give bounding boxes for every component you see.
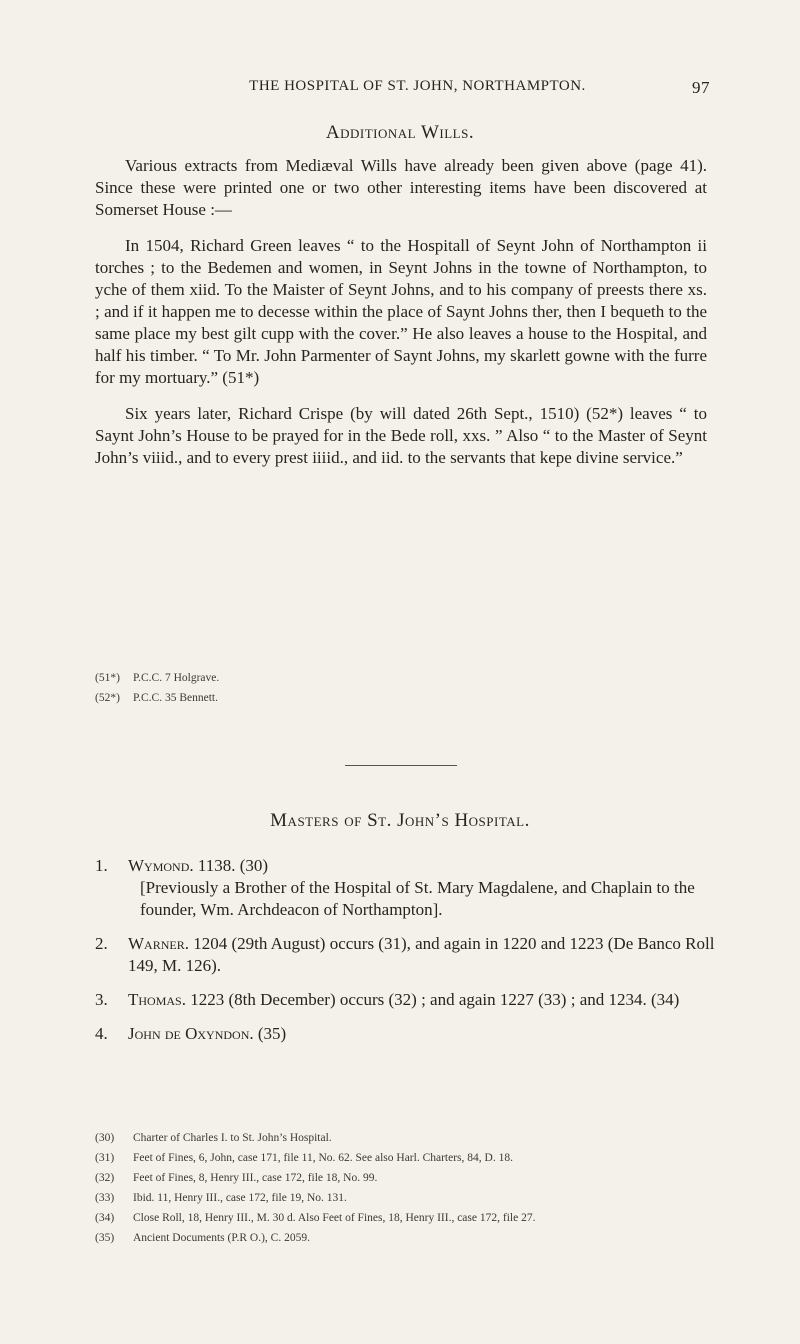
footnote-mark: (32) (95, 1172, 115, 1184)
paragraph: Six years later, Richard Crispe (by will dated 26th Sept., 1510) (52*) leaves “ to Saynt John’s House to be prayed for in the Bede roll, xxs. ” Also “ to the Master of Seynt John’s viiid., and to every prest iiiid., and iid. to the servants that kepe divine service.” (95, 404, 707, 467)
running-title: THE HOSPITAL OF ST. JOHN, NORTHAMPTON. (249, 78, 586, 94)
footnote (95, 1128, 715, 1148)
list-number: 1. (95, 856, 108, 875)
master-note: [Previously a Brother of the Hospital of St. Mary Magdalene, and Chaplain to the founder, Wm. Archdeacon of Northampton]. (140, 878, 695, 919)
footnote-text: P.C.C. 35 Bennett. (133, 692, 218, 704)
list-number: 3. (95, 990, 108, 1009)
footnote-mark: (30) (95, 1132, 115, 1144)
wills-footnotes (95, 668, 715, 708)
footnote (95, 1188, 715, 1208)
masters-footnotes (95, 1128, 715, 1248)
footnote-text: P.C.C. 7 Holgrave. (133, 672, 220, 684)
list-item (95, 855, 715, 921)
additional-wills-body (95, 155, 707, 483)
footnote (95, 688, 715, 708)
list-item (95, 1023, 715, 1045)
section-heading-masters: Masters of St. John’s Hospital. (270, 810, 530, 831)
section-divider (345, 765, 457, 766)
list-number: 2. (95, 934, 108, 953)
footnote (95, 668, 715, 688)
master-name: Warner. (128, 934, 189, 953)
footnote-text: Feet of Fines, 6, John, case 171, file 11, No. 62. See also Harl. Charters, 84, D. 18. (133, 1152, 513, 1164)
master-detail: 1204 (29th August) occurs (31), and again in 1220 and 1223 (De Banco Roll 149, M. 126). (128, 934, 715, 975)
running-header (95, 78, 710, 95)
footnote-mark: (35) (95, 1232, 115, 1244)
footnote (95, 1208, 715, 1228)
footnote (95, 1148, 715, 1168)
footnote (95, 1228, 715, 1248)
footnote-text: Charter of Charles I. to St. John’s Hospital. (133, 1132, 332, 1144)
master-name: John de Oxyndon. (128, 1024, 254, 1043)
master-detail: 1138. (30) (193, 856, 269, 875)
footnote-mark: (34) (95, 1212, 115, 1224)
footnote-mark: (33) (95, 1192, 115, 1204)
footnote-text: Close Roll, 18, Henry III., M. 30 d. Also Feet of Fines, 18, Henry III., case 172, file 27. (133, 1212, 536, 1224)
footnote (95, 1168, 715, 1188)
footnote-text: Feet of Fines, 8, Henry III., case 172, file 18, No. 99. (133, 1172, 378, 1184)
paragraph: In 1504, Richard Green leaves “ to the Hospitall of Seynt John of Northampton ii torches ; to the Bedemen and women, in Seynt Johns in the towne of Northampton, to yche of them xiid. To the Maister of Seynt Johns, and to his company of preests there xs. ; and if it happen me to decesse within the place of Saynt Johns ther, then I bequeth to the same place my best gilt cupp with the cover.” He also leaves a house to the Hospital, and half his timber. “ To Mr. John Parmenter of Saynt Johns, my skarlett gowne with the furre for my mortuary.” (51*) (95, 236, 707, 387)
master-detail: (35) (253, 1024, 287, 1043)
paragraph: Various extracts from Mediæval Wills have already been given above (page 41). Since these were printed one or two other interesting items have been discovered at Somerset House :— (95, 156, 707, 219)
footnote-mark: (31) (95, 1152, 115, 1164)
master-detail: 1223 (8th December) occurs (32) ; and again 1227 (33) ; and 1234. (34) (185, 990, 680, 1009)
list-item (95, 989, 715, 1011)
list-item (95, 933, 715, 977)
page-number: 97 (692, 78, 710, 97)
master-name: Thomas. (128, 990, 186, 1009)
master-name: Wymond. (128, 856, 194, 875)
list-number: 4. (95, 1024, 108, 1043)
section-heading-additional-wills: Additional Wills. (325, 122, 475, 143)
masters-list (95, 855, 715, 1057)
footnote-text: Ibid. 11, Henry III., case 172, file 19, No. 131. (133, 1192, 347, 1204)
footnote-mark: (51*) (95, 672, 120, 684)
footnote-text: Ancient Documents (P.R O.), C. 2059. (133, 1232, 310, 1244)
footnote-mark: (52*) (95, 692, 120, 704)
